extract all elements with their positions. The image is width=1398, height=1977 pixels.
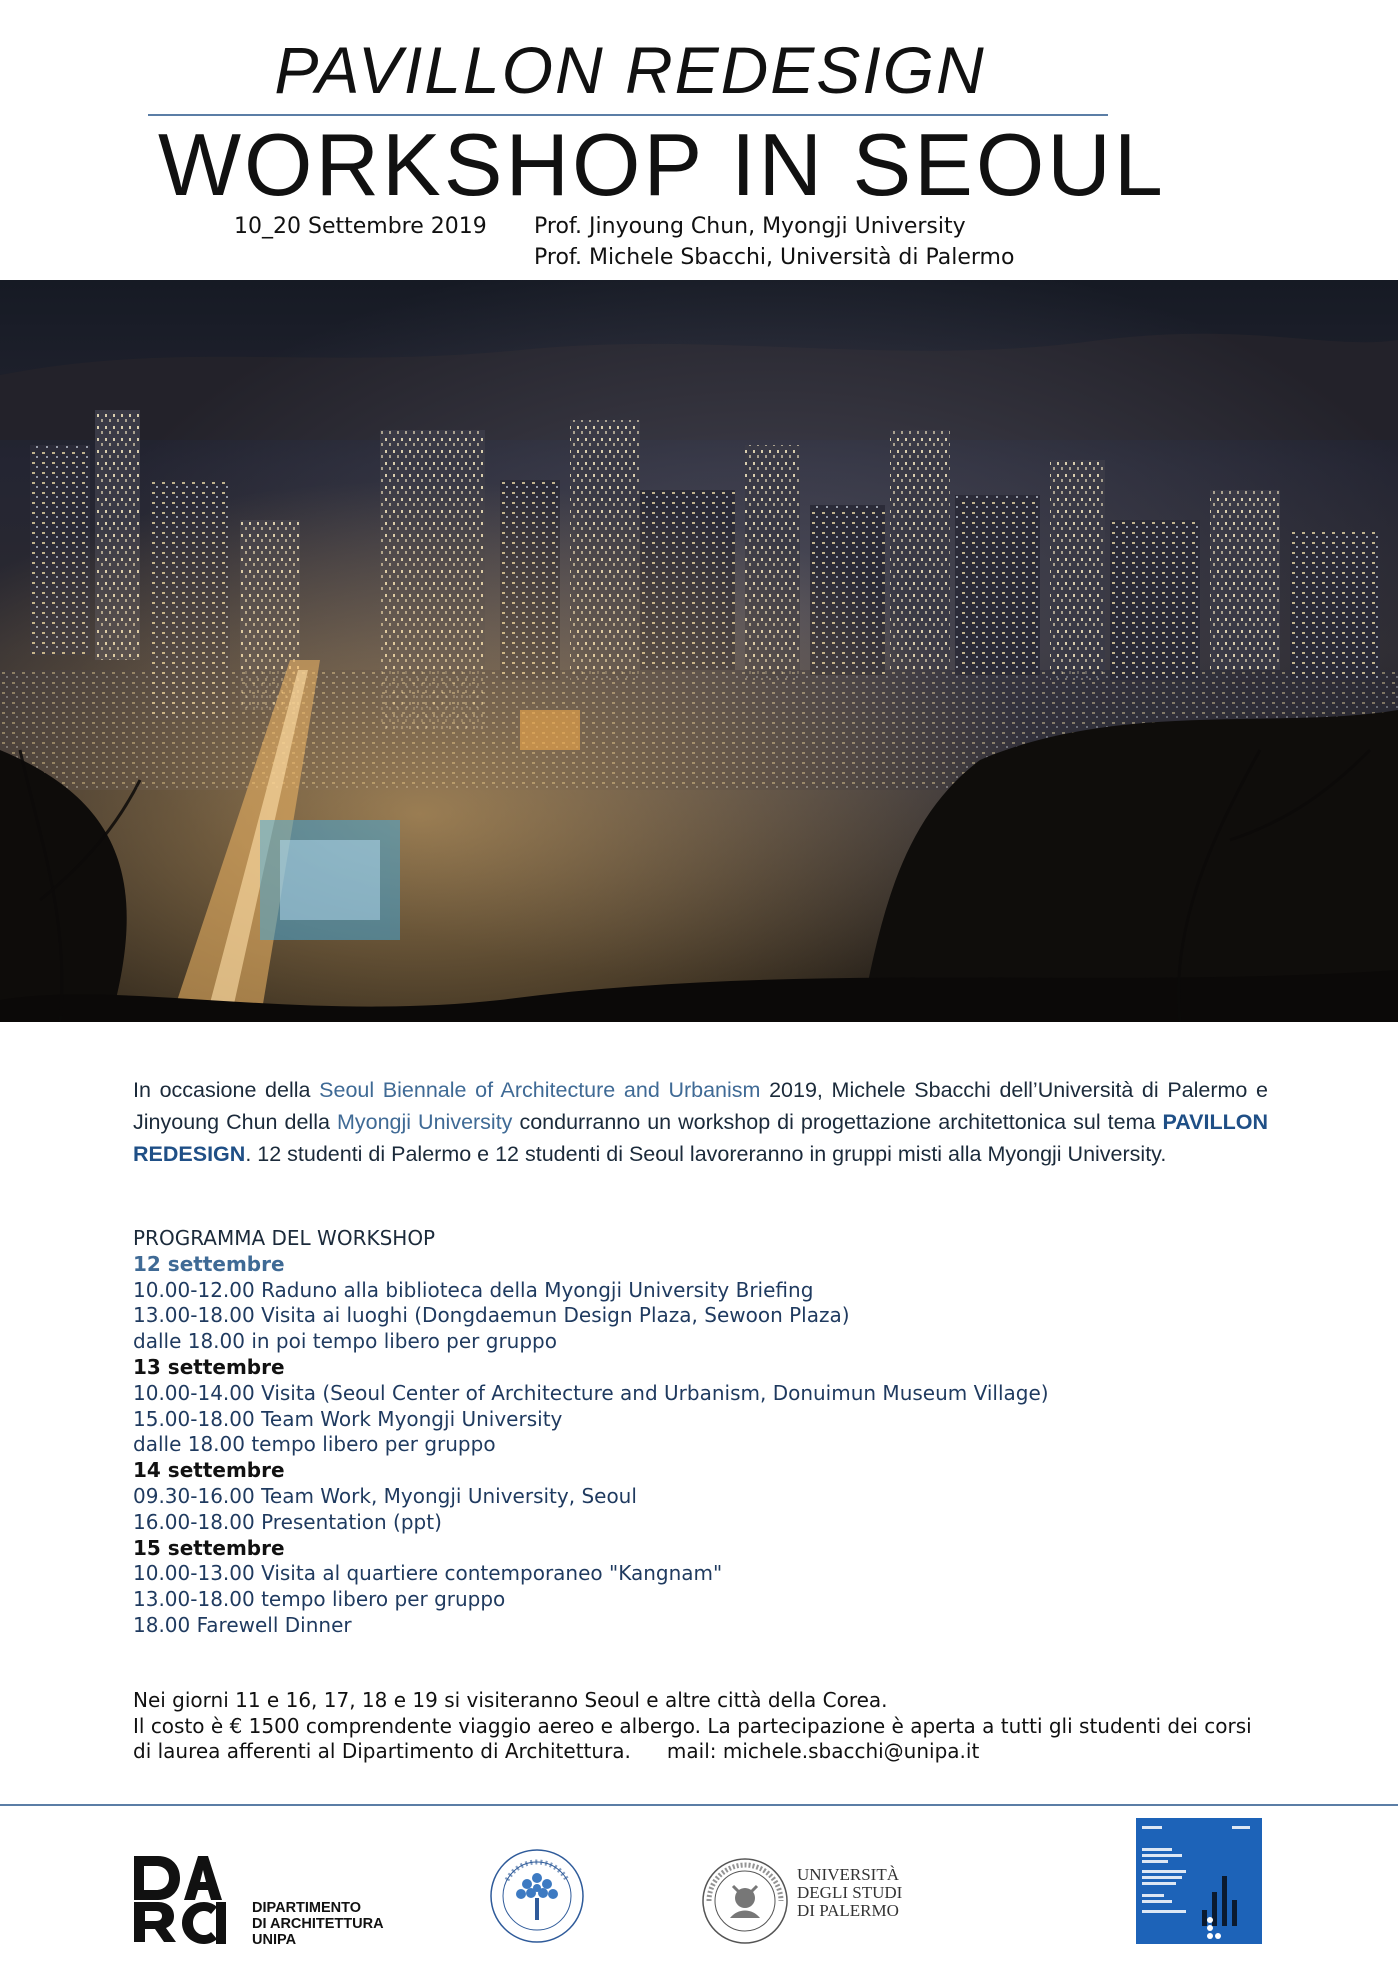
program-item: 18.00 Farewell Dinner (133, 1612, 352, 1637)
workshop-program (133, 1226, 1049, 1639)
unipa-label-line: DEGLI STUDI (797, 1883, 903, 1902)
intro-text-3: condurranno un workshop di progettazione architettonica sul tema (512, 1110, 1163, 1134)
unipa-label-line: UNIVERSITÀ (797, 1865, 899, 1884)
program-item: 15.00-18.00 Team Work Myongji University (133, 1406, 563, 1431)
biennale-name: Seoul Biennale of Architecture and Urbanism (319, 1078, 761, 1102)
program-item: dalle 18.00 in poi tempo libero per gruppo (133, 1329, 557, 1354)
darch-label-line: DIPARTIMENTO (252, 1900, 362, 1916)
program-day-date: 15 settembre (133, 1535, 285, 1560)
intro-paragraph (133, 1074, 1268, 1170)
workshop-theme: PAVILLON REDESIGN (133, 1110, 1268, 1166)
professor-sbacchi: Prof. Michele Sbacchi, Università di Palermo (534, 245, 1015, 270)
intro-text-4: . 12 studenti di Palermo e 12 studenti di Seoul lavoreranno in gruppi misti alla Myongji University. (245, 1142, 1167, 1166)
cost-info (133, 1714, 1268, 1765)
darch-label-line: UNIPA (252, 1932, 297, 1948)
poster-title: PAVILLON REDESIGN (274, 33, 986, 107)
poster-subtitle: WORKSHOP IN SEOUL (158, 115, 1166, 214)
cost-text: Il costo è € 1500 comprendente viaggio aereo e albergo. La partecipazione è aperta a tutti gli studenti dei corsi di laurea afferenti al Dipartimento di Architettura. (133, 1713, 1252, 1763)
professor-chun: Prof. Jinyoung Chun, Myongji University (534, 214, 966, 239)
footer-info (133, 1688, 1268, 1765)
program-item: 10.00-13.00 Visita al quartiere contemporaneo "Kangnam" (133, 1561, 723, 1586)
program-day-date: 13 settembre (133, 1354, 285, 1379)
unipa-seal (700, 1856, 790, 1946)
program-day-date: 12 settembre (133, 1251, 285, 1276)
darch-label-line: DI ARCHITETTURA (252, 1916, 384, 1932)
myongji-university-logo (487, 1846, 587, 1946)
program-item: 13.00-18.00 Visita ai luoghi (Dongdaemun Design Plaza, Sewoon Plaza) (133, 1303, 850, 1328)
contact-email[interactable]: mail: michele.sbacchi@unipa.it (666, 1739, 980, 1763)
program-item: 10.00-12.00 Raduno alla biblioteca della Myongji University Briefing (133, 1277, 814, 1302)
seoul-night-photo (0, 280, 1398, 1022)
program-item: 09.30-16.00 Team Work, Myongji University, Seoul (133, 1483, 637, 1508)
program-item: dalle 18.00 tempo libero per gruppo (133, 1432, 496, 1457)
program-item: 10.00-14.00 Visita (Seoul Center of Architecture and Urbanism, Donuimun Museum Village) (133, 1380, 1049, 1405)
program-day-date: 14 settembre (133, 1458, 285, 1483)
myongji-university-name: Myongji University (336, 1110, 513, 1134)
program-item: 16.00-18.00 Presentation (ppt) (133, 1509, 442, 1534)
seoul-biennale-poster-thumbnail (1136, 1818, 1262, 1944)
workshop-dates: 10_20 Settembre 2019 (234, 214, 487, 239)
program-item: 13.00-18.00 tempo libero per gruppo (133, 1587, 506, 1612)
footer-divider (0, 1804, 1398, 1806)
unipa-label (797, 1866, 902, 1920)
program-heading: PROGRAMMA DEL WORKSHOP (133, 1226, 436, 1250)
darch-logo (132, 1854, 232, 1944)
unipa-label-line: DI PALERMO (797, 1901, 899, 1920)
darch-label (252, 1900, 384, 1948)
visit-info: Nei giorni 11 e 16, 17, 18 e 19 si visiteranno Seoul e altre città della Corea. (133, 1688, 888, 1712)
intro-text-1: In occasione della (133, 1078, 320, 1102)
intro-text-2: 2019, Michele Sbacchi dell’Università di Palermo e Jinyoung Chun della (133, 1078, 1268, 1134)
